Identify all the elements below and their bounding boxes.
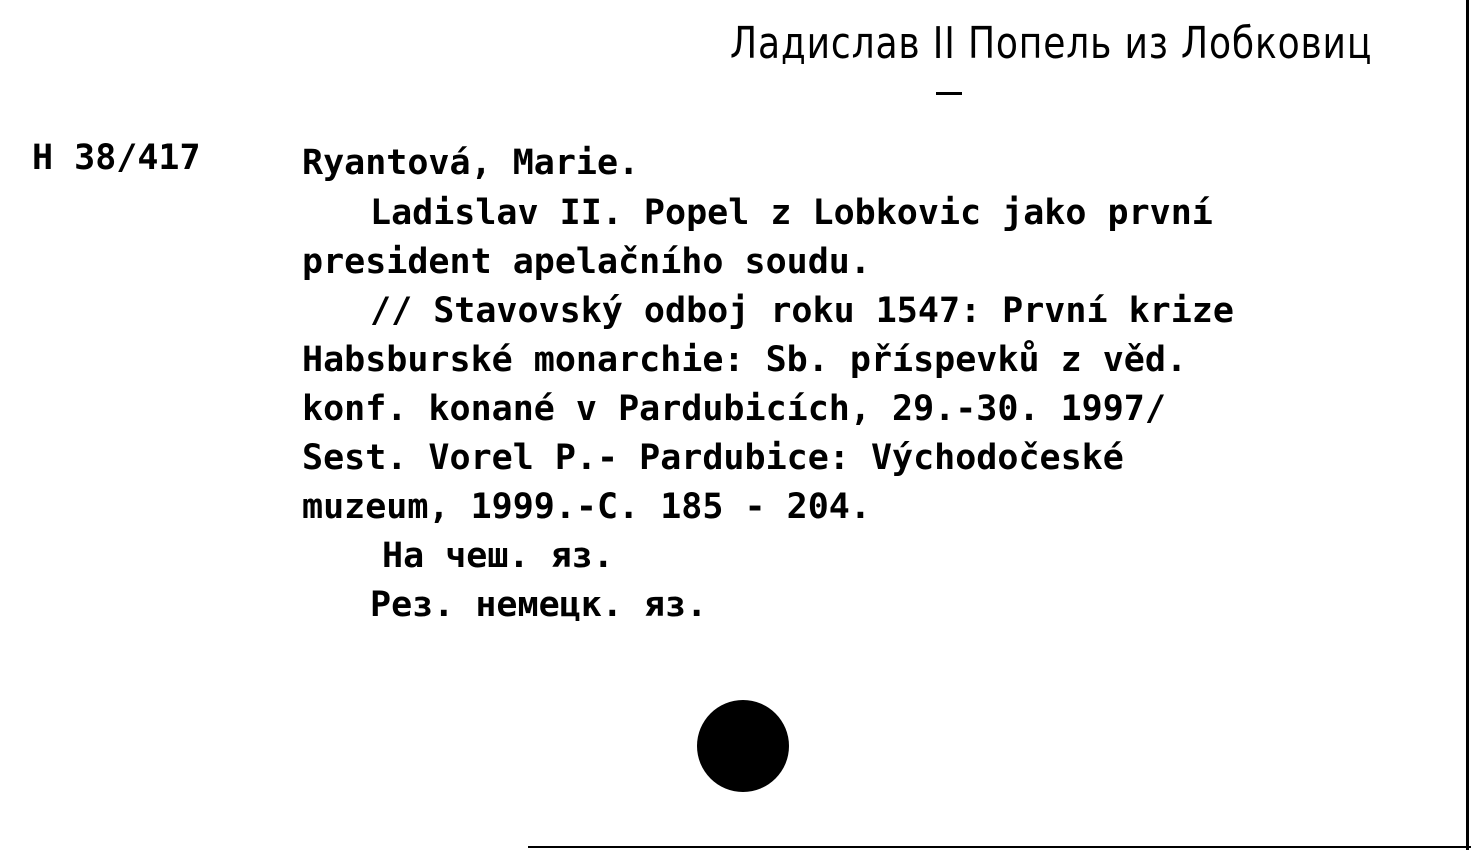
source-line-5: muzeum, 1999.-C. 185 - 204. [302, 487, 871, 527]
handwritten-underline [936, 92, 962, 95]
source-line-3: konf. konané v Pardubicích, 29.-30. 1997/ [302, 389, 1166, 429]
summary-note: Рез. немецк. яз. [370, 585, 708, 625]
source-line-2: Habsburské monarchie: Sb. příspevků z věd. [302, 340, 1188, 380]
author-line: Ryantová, Marie. [302, 143, 640, 183]
handwritten-heading: Ладислав II Попель из Лобковиц [730, 18, 1373, 69]
language-note: На чеш. яз. [382, 536, 614, 576]
title-line-2: president apelačního soudu. [302, 242, 871, 282]
source-line-4: Sest. Vorel P.- Pardubice: Východočeské [302, 438, 1124, 478]
source-line-1: // Stavovský odboj roku 1547: První krize [370, 291, 1234, 331]
card-border-right [1466, 0, 1469, 850]
punch-hole [697, 700, 789, 792]
card-border-bottom [528, 846, 1471, 848]
title-line-1: Ladislav II. Popel z Lobkovic jako první [370, 193, 1213, 233]
shelf-mark: H 38/417 [32, 138, 201, 178]
